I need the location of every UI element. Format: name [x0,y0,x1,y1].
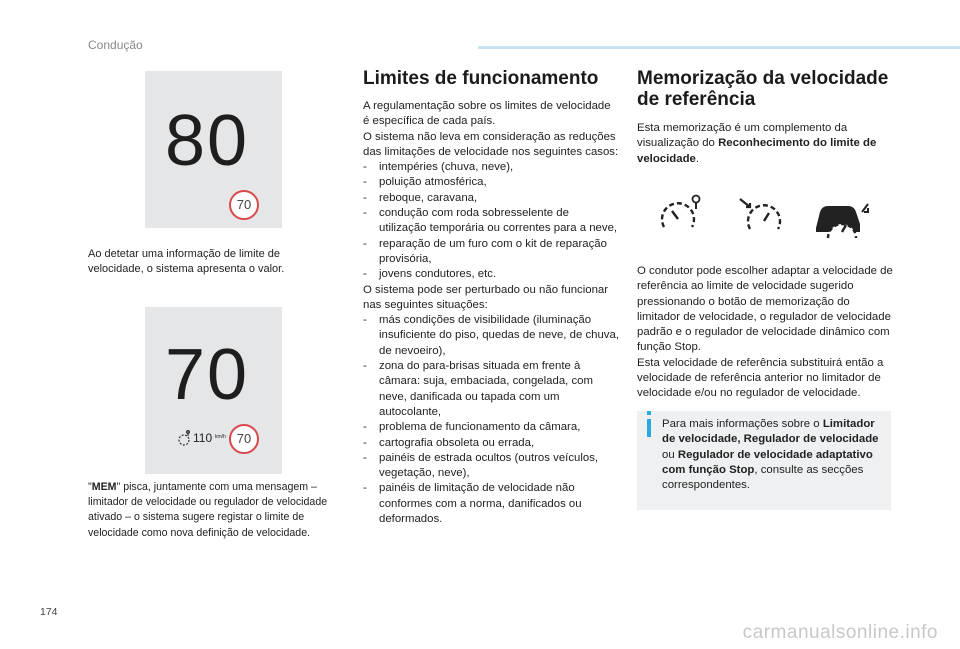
info-icon [647,419,651,437]
list-item: - poluição atmosférica, [363,175,619,190]
memo-heading-line1: Memorização da velocidade [637,68,889,89]
limits-intro: A regulamentação sobre os limites de velocidade é específica de cada país. [363,100,611,128]
limits-situations-intro: O sistema pode ser perturbado ou não funcionar nas seguintes situações: [363,283,609,311]
memorized-speed: 110 [193,431,213,445]
watermark: carmanualsonline.info [742,622,938,643]
memorize-icon [178,430,192,446]
info-link-adaptive: Regulador de velocidade adaptativo com função Stop [662,448,873,476]
list-item: - intempéries (chuva, neve), [363,160,619,175]
display-panel-speed [145,71,282,228]
list-item: - zona do para-brisas situada em frente à câmara: suja, embaciada, congelada, com neve, danificada ou tapada com um autocolante, [363,359,619,420]
section-title: Condução [88,38,143,52]
list-item: - painéis de limitação de velocidade não conformes com a norma, danificados ou deformados. [363,481,619,527]
info-text-d: , consulte as secções correspondentes. [662,463,864,492]
limits-cases-list [363,160,619,282]
limits-cases-intro: O sistema não leva em consideração as reduções das limitações de velocidade nos seguintes casos: [363,130,619,158]
caption-quote: " [88,481,92,493]
list-item: - reparação de um furo com o kit de reparação provisória, [363,237,619,268]
panel1-caption: Ao detetar uma informação de limite de velocidade, o sistema apresenta o valor. [88,248,285,276]
caption-text: " pisca, juntamente com uma mensagem – limitador de velocidade ou regulador de velocidade ativado – o sistema sugere registar o limite de velocidade como nova definição de velocidade. [88,481,328,539]
memo-heading [637,68,907,110]
memorized-speed-unit: km/h [215,434,226,440]
header-bar [478,46,960,49]
speed-limiter-icon [658,193,710,237]
display-panel-memorize [145,307,282,474]
limits-body [363,99,619,527]
list-item: - painéis de estrada ocultos (outros veículos, vegetação, neve), [363,451,619,482]
page-number: 174 [40,606,58,618]
list-item: - reboque, caravana, [363,191,619,206]
speed-limit-value: 70 [236,431,252,446]
memo-heading-line2: de referência [637,89,756,110]
cruise-control-icon [738,195,786,237]
memo-intro-text: Esta memorização é um complemento da visualização do [637,122,848,150]
list-item: - jovens condutores, etc. [363,267,619,282]
speed-limit-sign [229,190,259,220]
panel2-caption [88,480,350,541]
info-link-limiter: Limitador de velocidade, Regulador de velocidade [662,418,879,446]
memo-intro-bold: Reconhecimento do limite de velocidade [637,137,877,165]
list-item: - cartografia obsoleta ou errada, [363,436,619,451]
limits-situations-list [363,313,619,527]
mem-label: MEM [91,481,117,493]
memorize-indicator [178,430,230,446]
detected-speed: 80 [165,101,250,181]
speed-limit-sign [229,424,259,454]
info-text-a: Para mais informações sobre o [662,418,823,430]
info-text-c: ou [662,448,678,461]
memo-paragraph: Esta velocidade de referência substituirá então a velocidade de referência anterior no limitador de velocidade e/ou no regulador de velocidade. [637,356,884,400]
memo-intro-end: . [695,152,700,165]
adaptive-cruise-control-icon [812,198,870,244]
list-item: - más condições de visibilidade (iluminação insuficiente do piso, quedas de neve, de chuva, de nevoeiro), [363,313,619,359]
info-icon-dot [647,411,651,415]
list-item: - problema de funcionamento da câmara, [363,420,619,435]
info-text [662,417,888,493]
memo-paragraph: O condutor pode escolher adaptar a velocidade de referência ao limite de velocidade sugerido pressionando o botão de memorização do limitador de velocidade, o regulador de velocidade padrão e o regulador de velocidade dinâmico com função Stop. [637,265,893,354]
current-speed: 70 [165,335,250,415]
memo-intro [637,121,891,167]
list-item: - condução com roda sobresselente de utilização temporária ou correntes para a neve, [363,206,619,237]
memo-body [637,264,895,402]
limits-heading: Limites de funcionamento [363,68,599,89]
speed-limit-value: 70 [236,197,252,212]
